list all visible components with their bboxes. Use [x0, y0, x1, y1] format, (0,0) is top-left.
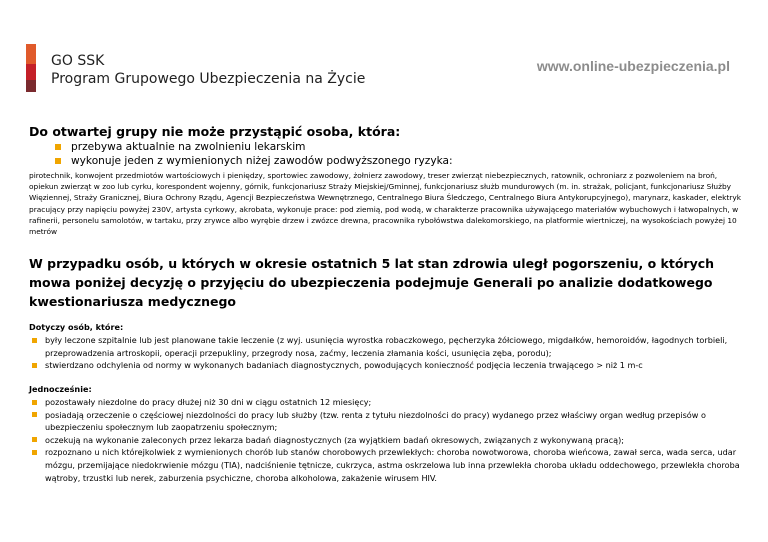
- list-item: oczekują na wykonanie zaleconych przez lekarza badań diagnostycznych (za wyjątkiem badań okresowych, związanych z wykonywaną pracą);: [29, 434, 741, 447]
- list-item: były leczone szpitalnie lub jest planowane takie leczenie (z wyj. usunięcia wyrostka robaczkowego, pęcherzyka żółciowego, migdałków, hemoroidów, łagodnych torbieli, przeprowadzenia artroskopii, operacji przepukliny, przegrody nosa, zaćmy, leczenia złamania kości, usunięcia zęba, porodu);: [29, 334, 741, 359]
- section2-heading: W przypadku osób, u których w okresie ostatnich 5 lat stan zdrowia uległ pogorszeniu, o których mowa poniżej decyzję o przyjęciu do ubezpieczenia podejmuje Generali po analizie dodatkowego kwestionariusza medycznego: [29, 256, 715, 310]
- bullet-square-icon: [55, 158, 61, 164]
- bullet-square-icon: [32, 400, 37, 405]
- bullet-square-icon: [32, 437, 37, 442]
- bullet-square-icon: [55, 144, 61, 150]
- list-item: wykonuje jeden z wymienionych niżej zawodów podwyższonego ryzyka:: [55, 154, 741, 168]
- bullet-square-icon: [32, 363, 37, 368]
- list-item: stwierdzano odchylenia od normy w wykonanych badaniach diagnostycznych, powodujących konieczność podjęcia leczenia trwającego > niż 1 m-c: [29, 359, 741, 372]
- section1-bullets: [55, 140, 741, 168]
- group1-list: [29, 334, 741, 372]
- logo-bar-orange: [26, 44, 36, 64]
- logo-bar-red: [26, 64, 36, 80]
- main-content: [29, 123, 741, 484]
- list-item: pozostawały niezdolne do pracy dłużej niż 30 dni w ciągu ostatnich 12 miesięcy;: [29, 396, 741, 409]
- logo-bars: [26, 44, 36, 92]
- list-item: rozpoznano u nich którejkolwiek z wymienionych chorób lub stanów chorobowych przewlekłych: choroba nowotworowa, choroba wieńcowa, zawał serca, wada serca, udar mózgu, przemijające niedokrwienie mózgu (TIA), nadciśnienie tętnicze, cukrzyca, astma oskrzelowa lub inna przewlekła choroba układu oddechowego, przewlekła choroba wątroby, trzustki lub nerek, zaburzenia psychiczne, choroba alkoholowa, zakażenie wirusem HIV.: [29, 446, 741, 484]
- group2-list: [29, 396, 741, 484]
- header-line1: GO SSK: [51, 53, 105, 69]
- list-item: przebywa aktualnie na zwolnieniu lekarskim: [55, 140, 741, 154]
- bullet-square-icon: [32, 450, 37, 455]
- header-title: [51, 52, 365, 88]
- website-url: www.online-ubezpieczenia.pl: [536, 58, 730, 74]
- group1-title: Dotyczy osób, które:: [29, 322, 124, 333]
- section1-heading: Do otwartej grupy nie może przystąpić osoba, która:: [29, 124, 401, 139]
- bullet-square-icon: [32, 338, 37, 343]
- professions-list: pirotechnik, konwojent przedmiotów wartościowych i pieniędzy, sportowiec zawodowy, żołnierz zawodowy, treser zwierząt niebezpiecznych, ratownik, ochroniarz z pozwoleniem na broń, opiekun zwierząt w zoo lub cyrku, korespondent wojenny, górnik, funkcjonariusz Straży Miejskiej/Gminnej, funkcjonariusz służb mundurowych (m. in. strażak, policjant, funkcjonariusz Służby Więziennej, Straży Granicznej, Biura Ochrony Rządu, Agencji Bezpieczeństwa Wewnętrznego, Centralnego Biura Śledczego, Centralnego Biura Antykorupcyjnego), marynarz, kaskader, elektryk pracujący przy napięciu powyżej 230V, artysta cyrkowy, akrobata, wykonuje prace: pod ziemią, pod wodą, w charakterze pracownika używającego materiałów wybuchowych i łatwopalnych, w rafinerii, personelu samolotów, w tartaku, przy zrywce albo wyrębie drzew i zwózce drewna, pracownika rybołówstwa dalekomorskiego, na platformie wiertniczej, na wysokościach powyżej 10 metrów: [29, 171, 741, 237]
- logo-bar-maroon: [26, 80, 36, 92]
- list-item: posiadają orzeczenie o częściowej niezdolności do pracy lub służby (tzw. renta z tytułu niezdolności do pracy) wydanego przez właściwy organ według przepisów o ubezpieczeniu społecznym lub zaopatrzeniu społecznym;: [29, 409, 741, 434]
- bullet-square-icon: [32, 412, 37, 417]
- group2-title: Jednocześnie:: [29, 384, 92, 394]
- header-line2: Program Grupowego Ubezpieczenia na Życie: [51, 71, 366, 87]
